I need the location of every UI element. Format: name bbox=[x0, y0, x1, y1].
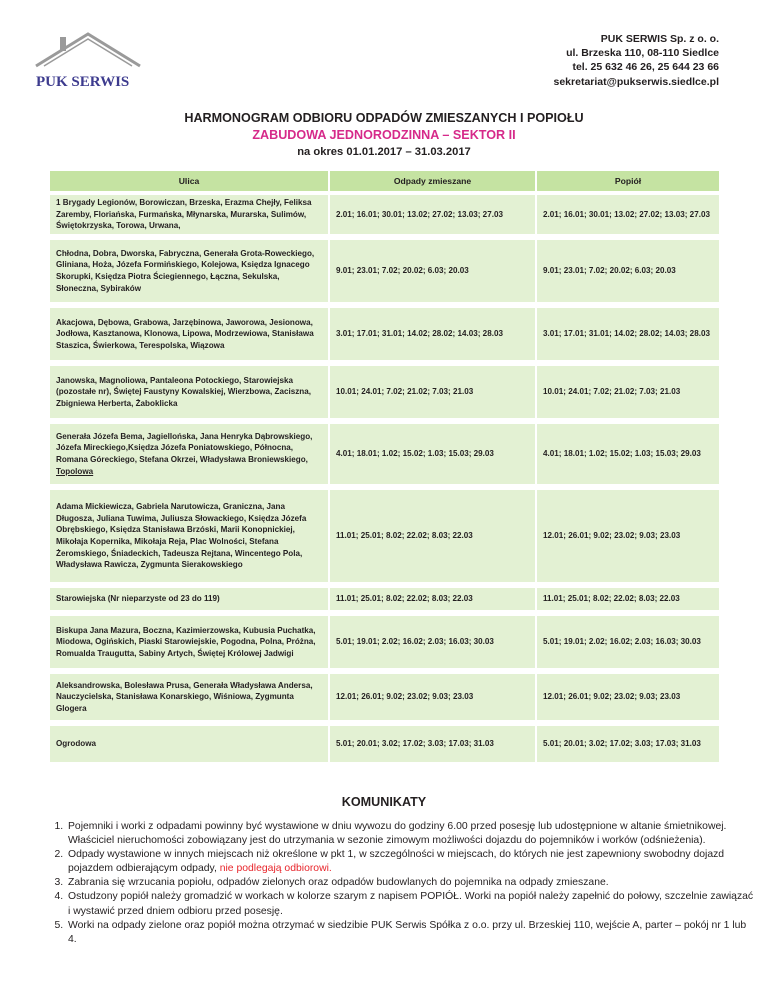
header-street: Ulica bbox=[50, 171, 330, 195]
ash-dates-cell: 10.01; 24.01; 7.02; 21.02; 7.03; 21.03 bbox=[537, 366, 719, 424]
table-row bbox=[50, 490, 719, 588]
period: na okres 01.01.2017 – 31.03.2017 bbox=[297, 146, 471, 158]
company-address: ul. Brzeska 110, 08-110 Siedlce bbox=[566, 47, 719, 60]
table-row bbox=[50, 240, 719, 308]
ash-dates-cell: 9.01; 23.01; 7.02; 20.02; 6.03; 20.03 bbox=[537, 240, 719, 308]
company-name: PUK SERWIS Sp. z o. o. bbox=[600, 33, 719, 45]
notice-item: 1. Pojemniki i worki z odpadami powinny być wystawione w dniu wywozu do godziny 6.00 przed posesję lub udostępnione w altanie śmietnikowej. Właściciel nieruchomości zobowiązany jest do utrzymania w sezonie zimowym możliwości dojazdu do pojemników i worków (odśnieżenia). bbox=[66, 820, 756, 848]
street-cell: Chłodna, Dobra, Dworska, Fabryczna, Generała Grota-Roweckiego, Gliniana, Hoża, Józefa Formińskiego, Kolejowa, Księdza Ignacego Skorupki, Księdza Piotra Ściegiennego, Łączna, Sekulska, Słoneczna, Sybiraków bbox=[50, 240, 330, 308]
notice-warning: nie podlegają odbiorowi. bbox=[219, 863, 332, 875]
notices-title: KOMUNIKATY bbox=[341, 795, 427, 809]
mixed-dates-cell: 2.01; 16.01; 30.01; 13.02; 27.02; 13.03; 27.03 bbox=[330, 195, 537, 240]
notice-item: 3. Zabrania się wrzucania popiołu, odpadów zielonych oraz odpadów budowlanych do pojemnika na odpady zmieszane. bbox=[66, 876, 756, 890]
street-cell: 1 Brygady Legionów, Borowiczan, Brzeska, Erazma Chejły, Feliksa Zaremby, Floriańska, Furmańska, Młynarska, Murarska, Sulimów, Świętokrzyska, Torowa, Urwana, bbox=[50, 195, 330, 240]
table-row bbox=[50, 616, 719, 674]
table-row bbox=[50, 726, 719, 768]
table-row bbox=[50, 308, 719, 366]
ash-dates-cell: 4.01; 18.01; 1.02; 15.02; 1.03; 15.03; 29.03 bbox=[537, 424, 719, 490]
notices-list bbox=[50, 820, 756, 947]
page-title: HARMONOGRAM ODBIORU ODPADÓW ZMIESZANYCH I POPIOŁU bbox=[184, 111, 584, 125]
notice-item bbox=[66, 848, 756, 876]
table-row bbox=[50, 366, 719, 424]
table-row bbox=[50, 195, 719, 240]
street-list: Generała Józefa Bema, Jagiellońska, Jana Henryka Dąbrowskiego, Józefa Mireckiego,Księdza Józefa Poniatowskiego, Północna, Romana Góreckiego, Stefana Okrzei, Władysława Broniewskiego, bbox=[56, 431, 313, 464]
ash-dates-cell: 2.01; 16.01; 30.01; 13.02; 27.02; 13.03; 27.03 bbox=[537, 195, 719, 240]
table-row bbox=[50, 424, 719, 490]
ash-dates-cell: 12.01; 26.01; 9.02; 23.02; 9.03; 23.03 bbox=[537, 490, 719, 588]
logo-text: PUK SERWIS bbox=[36, 74, 130, 90]
ash-dates-cell: 11.01; 25.01; 8.02; 22.02; 8.03; 22.03 bbox=[537, 588, 719, 616]
ash-dates-cell: 5.01; 19.01; 2.02; 16.02; 2.03; 16.03; 30.03 bbox=[537, 616, 719, 674]
schedule-table bbox=[50, 171, 719, 768]
ash-dates-cell: 3.01; 17.01; 31.01; 14.02; 28.02; 14.03; 28.03 bbox=[537, 308, 719, 366]
company-email: sekretariat@pukserwis.siedlce.pl bbox=[553, 75, 719, 88]
street-cell bbox=[50, 424, 330, 490]
mixed-dates-cell: 10.01; 24.01; 7.02; 21.02; 7.03; 21.03 bbox=[330, 366, 537, 424]
header-ash: Popiół bbox=[537, 171, 719, 195]
ash-dates-cell: 5.01; 20.01; 3.02; 17.02; 3.03; 17.03; 31.03 bbox=[537, 726, 719, 768]
street-cell: Ogrodowa bbox=[50, 726, 330, 768]
company-logo bbox=[30, 28, 180, 90]
page-subtitle: ZABUDOWA JEDNORODZINNA – SEKTOR II bbox=[252, 128, 516, 142]
mixed-dates-cell: 5.01; 20.01; 3.02; 17.02; 3.03; 17.03; 31.03 bbox=[330, 726, 537, 768]
street-cell: Starowiejska (Nr nieparzyste od 23 do 119) bbox=[50, 588, 330, 616]
ash-dates-cell: 12.01; 26.01; 9.02; 23.02; 9.03; 23.03 bbox=[537, 674, 719, 726]
company-phone: tel. 25 632 46 26, 25 644 23 66 bbox=[572, 61, 719, 74]
header-mixed: Odpady zmieszane bbox=[330, 171, 537, 195]
table-row bbox=[50, 674, 719, 726]
notice-item: 5. Worki na odpady zielone oraz popiół można otrzymać w siedzibie PUK Serwis Spółka z o.o. przy ul. Brzeskiej 110, wejście A, parter – pokój nr 1 lub 4. bbox=[66, 919, 756, 947]
mixed-dates-cell: 9.01; 23.01; 7.02; 20.02; 6.03; 20.03 bbox=[330, 240, 537, 308]
mixed-dates-cell: 12.01; 26.01; 9.02; 23.02; 9.03; 23.03 bbox=[330, 674, 537, 726]
mixed-dates-cell: 11.01; 25.01; 8.02; 22.02; 8.03; 22.03 bbox=[330, 490, 537, 588]
mixed-dates-cell: 11.01; 25.01; 8.02; 22.02; 8.03; 22.03 bbox=[330, 588, 537, 616]
mixed-dates-cell: 4.01; 18.01; 1.02; 15.02; 1.03; 15.03; 29.03 bbox=[330, 424, 537, 490]
table-header-row bbox=[50, 171, 719, 195]
street-cell: Aleksandrowska, Bolesława Prusa, Generała Władysława Andersa, Nauczycielska, Stanisława Konarskiego, Wiśniowa, Zygmunta Glogera bbox=[50, 674, 330, 726]
street-cell: Janowska, Magnoliowa, Pantaleona Potockiego, Starowiejska (pozostałe nr), Świętej Faustyny Kowalskiej, Wierzbowa, Zaciszna, Zbigniewa Herberta, Żaboklicka bbox=[50, 366, 330, 424]
company-info bbox=[554, 32, 720, 89]
street-cell: Akacjowa, Dębowa, Grabowa, Jarzębinowa, Jaworowa, Jesionowa, Jodłowa, Kasztanowa, Klonowa, Lipowa, Modrzewiowa, Stanisława Staszica, Świerkowa, Terespolska, Wiązowa bbox=[50, 308, 330, 366]
table-row bbox=[50, 588, 719, 616]
notice-text: Odpady wystawione w innych miejscach niż określone w pkt 1, w szczególności w miejscach, do których nie jest zapewniony swobodny dojazd pojazdem odbierającym odpady, bbox=[68, 849, 725, 875]
mixed-dates-cell: 3.01; 17.01; 31.01; 14.02; 28.02; 14.03; 28.03 bbox=[330, 308, 537, 366]
mixed-dates-cell: 5.01; 19.01; 2.02; 16.02; 2.03; 16.03; 30.03 bbox=[330, 616, 537, 674]
street-cell: Biskupa Jana Mazura, Boczna, Kazimierzowska, Kubusia Puchatka, Miodowa, Ogińskich, Piaski Starowiejskie, Pogodna, Polna, Próżna, Romualda Traugutta, Sabiny Artych, Świętej Królowej Jadwigi bbox=[50, 616, 330, 674]
notice-item: 4. Ostudzony popiół należy gromadzić w workach w kolorze szarym z napisem POPIÓŁ. Worki na popiół należy zapełnić do połowy, szczelnie zawiązać i wystawić przed dniem odbioru przed posesję. bbox=[66, 890, 756, 918]
street-underlined: Topolowa bbox=[56, 466, 94, 476]
street-cell: Adama Mickiewicza, Gabriela Narutowicza, Graniczna, Jana Długosza, Juliana Tuwima, Juliusza Słowackiego, Księdza Józefa Obrębskiego, Księdza Stanisława Brzóski, Marii Konopnickiej, Mikołaja Kopernika, Mikołaja Reja, Plac Wolności, Stefana Żeromskiego, Śniadeckich, Tadeusza Rejtana, Wincentego Pola, Władysława Rawicza, Zygmunta Sierakowskiego bbox=[50, 490, 330, 588]
